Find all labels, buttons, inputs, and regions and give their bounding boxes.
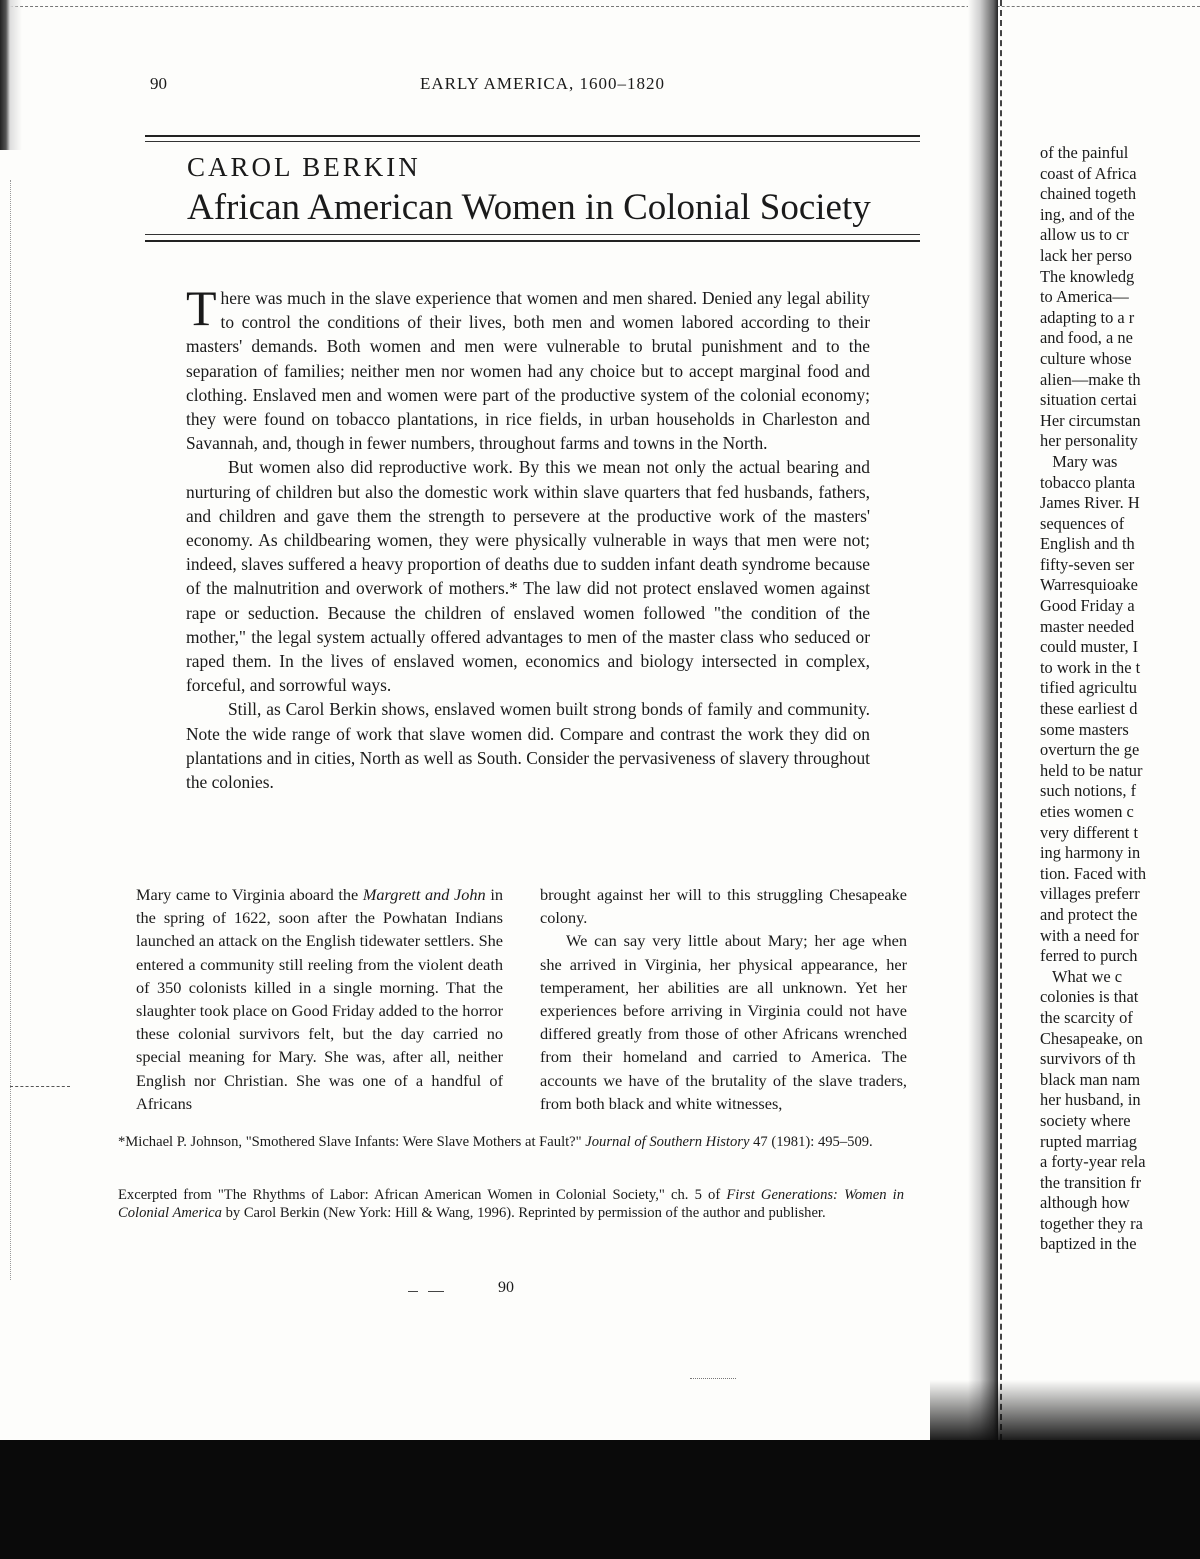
page-number-bottom: 90	[498, 1279, 514, 1296]
facing-page-line: What we c	[1040, 966, 1123, 986]
body-paragraph-continued: brought against her will to this struggling Chesapeake colony.	[540, 885, 907, 928]
body-p1-start: Mary came to Virginia aboard the	[136, 885, 363, 904]
facing-page-line: black man nam	[1040, 1069, 1141, 1089]
body-paragraph-1	[136, 883, 503, 1115]
title-rule-bottom-thin	[145, 234, 920, 235]
footnote-1-text: *Michael P. Johnson, "Smothered Slave Infants: Were Slave Mothers at Fault?"	[118, 1134, 586, 1150]
footnote-1-end: 47 (1981): 495–509.	[749, 1134, 873, 1150]
ship-name: Margrett and John	[362, 885, 486, 904]
facing-page-line: alien—make th	[1040, 369, 1141, 389]
title-rule-bottom	[145, 240, 920, 242]
facing-page-line: situation certai	[1040, 390, 1137, 410]
facing-page-line: Good Friday a	[1040, 596, 1135, 616]
facing-page-line: James River. H	[1040, 493, 1140, 513]
facing-page-line: Her circumstan	[1040, 410, 1141, 430]
footnote-johnson	[118, 1133, 904, 1151]
facing-page-line: ferred to purch	[1040, 946, 1138, 966]
facing-page-line: culture whose	[1040, 348, 1132, 368]
facing-page-line: villages preferr	[1040, 884, 1140, 904]
article-title: African American Women in Colonial Society	[187, 187, 871, 228]
facing-page-line: very different t	[1040, 822, 1138, 842]
facing-page-line: rupted marriag	[1040, 1131, 1137, 1151]
scan-bottom-black	[0, 1440, 1200, 1559]
scan-top-edge	[0, 0, 1200, 7]
facing-page-line: could muster, I	[1040, 637, 1139, 657]
facing-page-line: society where	[1040, 1110, 1131, 1130]
scan-mark	[690, 1378, 736, 1379]
article-author: CAROL BERKIN	[187, 152, 421, 182]
body-p1-rest: in the spring of 1622, soon after the Powhatan Indians launched an attack on the English tidewater settlers. She entered a community still reeling from the violent death of 350 colonists killed in a single morning. That the slaughter took place on Good Friday added to the horror these colonial survivors felt, but the day carried no special meaning for Mary. She was, after all, neither English nor Christian. She was one of a handful of Africans	[136, 885, 503, 1113]
intro-paragraph-3: Still, as Carol Berkin shows, enslaved women built strong bonds of family and community. Note the wide range of work that slave women did. Compare and contrast the work they did on plantations and in cities, North as well as South. Consider the pervasiveness of slavery throughout the colonies.	[186, 699, 870, 793]
running-head: EARLY AMERICA, 1600–1820	[420, 74, 666, 93]
body-column-1	[136, 883, 503, 1115]
facing-page-line: sequences of	[1040, 513, 1125, 533]
facing-page-line: tified agricultu	[1040, 678, 1137, 698]
body-paragraph-2: We can say very little about Mary; her age when she arrived in Virginia, her physical appearance, her temperament, her abilities are all unknown. Yet her experiences before arriving in Virginia could not have differed greatly from those of other Africans wrenched from their homeland and carried to America. The accounts we have of the brutality of the slave traders, from both black and white witnesses,	[540, 931, 907, 1113]
intro-paragraph-2: But women also did reproductive work. By this we mean not only the actual bearing and nurturing of children but also the domestic work within slave quarters that fed husbands, fathers, and children and gave them the strength to persevere at the productive work of the masters' economy. As childbearing women, they were physically vulnerable in ways that men were not; indeed, slaves suffered a heavy proportion of deaths due to sudden infant death syndrome because of the malnutrition and overwork of mothers.* The law did not protect enslaved women against rape or seduction. Because the children of enslaved women followed "the condition of the mother," the legal system actually offered advantages to men of the master class who seduced or raped them. In the lives of enslaved women, economics and biology intersected in complex, forceful, and sorrowful ways.	[186, 457, 870, 696]
facing-page-line: some masters	[1040, 719, 1129, 739]
facing-page-line: The knowledg	[1040, 266, 1135, 286]
facing-page-line: coast of Africa	[1040, 163, 1137, 183]
facing-page-line: to America—	[1040, 287, 1129, 307]
source-note-text: Excerpted from "The Rhythms of Labor: African American Women in Colonial Society," ch. 5 of	[118, 1187, 727, 1203]
intro-paragraph-1	[186, 280, 870, 455]
facing-page-line: fifty-seven ser	[1040, 554, 1135, 574]
drop-cap: T	[186, 280, 217, 336]
facing-page-line: overturn the ge	[1040, 740, 1140, 760]
facing-page-line: held to be natur	[1040, 760, 1143, 780]
facing-page-line: these earliest d	[1040, 699, 1138, 719]
source-note	[118, 1186, 904, 1222]
facing-page-line: her husband, in	[1040, 1090, 1141, 1110]
body-column-2	[540, 883, 907, 1115]
facing-page-line: and protect the	[1040, 904, 1138, 924]
source-note-book: First Generations: Women in Colonial America	[118, 1187, 904, 1221]
book-spine-shadow	[968, 0, 998, 1559]
source-note-end: by Carol Berkin (New York: Hill & Wang, 1996). Reprinted by permission of the author and publisher.	[221, 1205, 826, 1221]
binding-shadow	[0, 0, 40, 150]
facing-page-line: her personality	[1040, 431, 1138, 451]
facing-page-line: a forty-year rela	[1040, 1152, 1146, 1172]
facing-page-line: colonies is that	[1040, 987, 1139, 1007]
facing-page-line: Warresquioake	[1040, 575, 1138, 595]
title-rule-top-thin	[145, 141, 920, 142]
intro-text	[186, 280, 870, 794]
gutter-line	[1000, 0, 1004, 1440]
facing-page-line: allow us to cr	[1040, 225, 1129, 245]
intro-p1-text: here was much in the slave experience that women and men shared. Denied any legal ability to control the conditions of their lives, both men and women labored according to their masters' demands. Both women and men were vulnerable to brutal punishment and to the separation of families; neither men nor women had any choice but to accept marginal food and clothing. Enslaved men and women were part of the productive system of the colonial economy; they were found on tobacco plantations, in rice fields, in urban households in Charleston and Savannah, and, though in fewer numbers, throughout farms and towns in the North.	[186, 288, 870, 454]
facing-page-line: tobacco planta	[1040, 472, 1136, 492]
facing-page-line: such notions, f	[1040, 781, 1137, 801]
facing-page-line: of the painful	[1040, 143, 1129, 162]
scan-dash	[408, 1291, 418, 1292]
facing-page-line: adapting to a r	[1040, 307, 1135, 327]
left-margin-speckle	[10, 180, 13, 1280]
facing-page-line: survivors of th	[1040, 1049, 1136, 1069]
scan-mark-left	[10, 1086, 70, 1087]
facing-page-line: although how	[1040, 1193, 1130, 1213]
facing-page-line: Chesapeake, on	[1040, 1028, 1143, 1048]
page-number-top: 90	[150, 74, 167, 93]
facing-page-line: master needed	[1040, 616, 1135, 636]
facing-page-line: chained togeth	[1040, 184, 1137, 204]
title-rule-top	[145, 135, 920, 137]
facing-page-line: ing, and of the	[1040, 204, 1135, 224]
facing-page-line: lack her perso	[1040, 245, 1132, 265]
facing-page-line: the transition fr	[1040, 1172, 1142, 1192]
facing-page-line: the scarcity of	[1040, 1007, 1133, 1027]
facing-page-line: English and th	[1040, 534, 1135, 554]
facing-page-line: with a need for	[1040, 925, 1139, 945]
scan-dash	[428, 1291, 444, 1292]
scan-shadow-fade	[930, 1380, 1200, 1445]
facing-page-line: baptized in the	[1040, 1234, 1137, 1254]
facing-page-line: eties women c	[1040, 802, 1134, 821]
facing-page-text	[1040, 143, 1200, 1255]
facing-page-line: to work in the t	[1040, 657, 1141, 677]
facing-page-line: together they ra	[1040, 1213, 1143, 1233]
facing-page-line: tion. Faced with	[1040, 863, 1147, 883]
footnote-1-journal: Journal of Southern History	[585, 1134, 750, 1150]
facing-page-line: ing harmony in	[1040, 843, 1141, 863]
facing-page-line: Mary was	[1040, 451, 1118, 471]
facing-page-line: and food, a ne	[1040, 328, 1133, 348]
